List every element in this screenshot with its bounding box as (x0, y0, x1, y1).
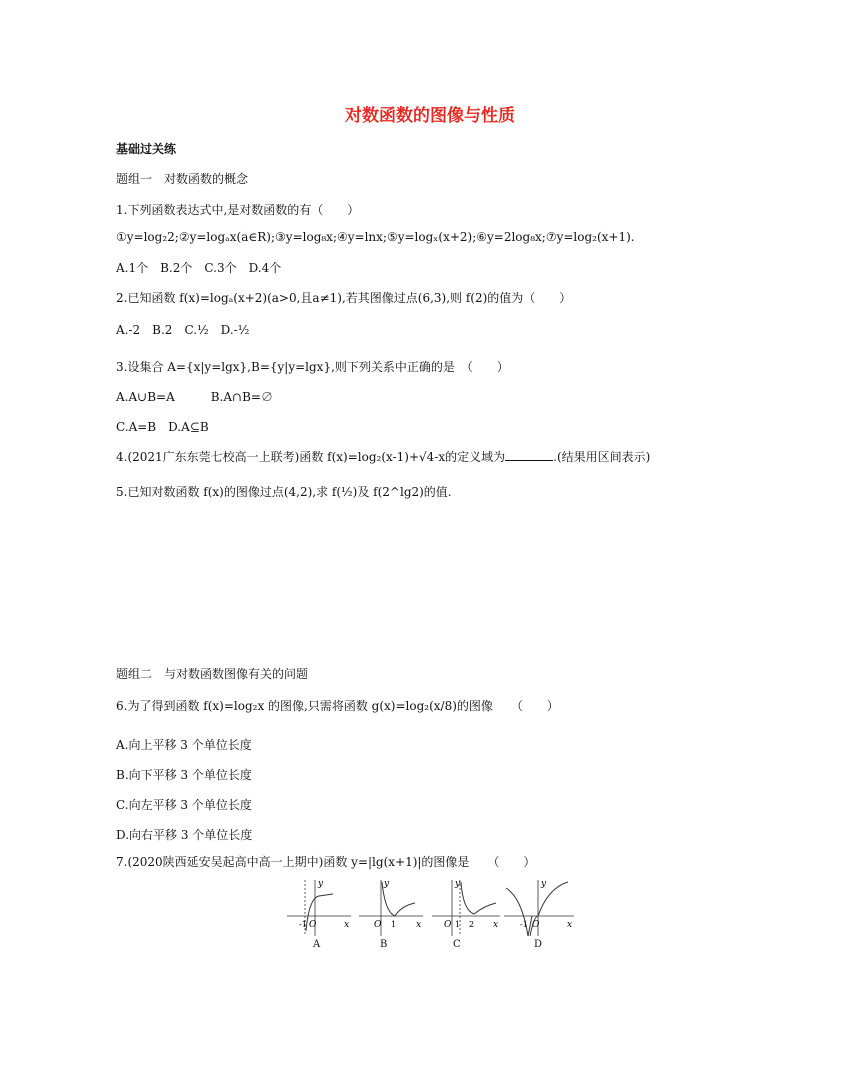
question-1-items: ①y=log₂2;②y=logₐx(a∈R);③y=log₈x;④y=lnx;⑤y=logₓ(x+2);⑥y=2log₈x;⑦y=log₂(x+1). (116, 230, 635, 244)
svg-text:1: 1 (455, 920, 461, 929)
svg-text:x: x (416, 920, 422, 930)
section-heading: 基础过关练 (116, 142, 177, 156)
question-6-option-c: C.向左平移 3 个单位长度 (116, 798, 252, 812)
graph-a[interactable] (285, 876, 353, 938)
graph-label-d: D (534, 939, 543, 950)
svg-text:x: x (344, 920, 350, 930)
question-1-stem: 1.下列函数表达式中,是对数函数的有（ ） (116, 203, 360, 217)
graph-d[interactable] (502, 876, 576, 938)
svg-text:O: O (374, 920, 382, 930)
graph-c[interactable] (430, 876, 502, 938)
svg-text:2: 2 (469, 920, 475, 929)
question-3-stem: 3.设集合 A={x|y=lgx},B={y|y=lgx},则下列关系中正确的是 （ ） (116, 360, 509, 374)
answer-blank[interactable] (505, 450, 553, 461)
svg-text:-1: -1 (520, 920, 528, 929)
question-4-stem-a: 4.(2021广东东莞七校高一上联考)函数 f(x)=log₂(x-1)+√4-x的定义域为 (116, 450, 506, 464)
question-5-stem: 5.已知对数函数 f(x)的图像过点(4,2),求 f(½)及 f(2^lg2)的值. (116, 485, 452, 499)
graph-label-b: B (380, 939, 388, 950)
question-6-option-d: D.向右平移 3 个单位长度 (116, 828, 253, 842)
svg-text:x: x (493, 920, 499, 930)
page-title: 对数函数的图像与性质 (345, 106, 515, 126)
svg-text:y: y (541, 879, 547, 889)
svg-text:y: y (384, 879, 390, 889)
question-6-stem: 6.为了得到函数 f(x)=log₂x 的图像,只需将函数 g(x)=log₂(x/8)的图像 （ ） (116, 699, 559, 713)
graph-label-c: C (453, 939, 461, 950)
question-1-options: A.1个 B.2个 C.3个 D.4个 (116, 261, 282, 275)
svg-text:O: O (309, 920, 317, 930)
question-3-options-cd: C.A=B D.A⊆B (116, 420, 209, 434)
svg-text:-1: -1 (299, 920, 307, 929)
question-6-option-b: B.向下平移 3 个单位长度 (116, 768, 252, 782)
question-2-stem: 2.已知函数 f(x)=logₐ(x+2)(a>0,且a≠1),若其图像过点(6,3),则 f(2)的值为（ ） (116, 291, 572, 305)
question-4-stem-b: .(结果用区间表示) (553, 450, 651, 464)
svg-text:y: y (318, 879, 324, 889)
group-heading-1: 题组一 对数函数的概念 (116, 172, 249, 186)
svg-text:O: O (444, 920, 452, 930)
graph-label-a: A (313, 939, 321, 950)
question-6-option-a: A.向上平移 3 个单位长度 (116, 738, 252, 752)
svg-text:x: x (567, 920, 573, 930)
svg-text:O: O (532, 920, 540, 930)
question-4 (116, 448, 650, 465)
question-7-stem: 7.(2020陕西延安吴起高中高一上期中)函数 y=|lg(x+1)|的图像是 （ ） (116, 855, 536, 869)
question-2-options: A.-2 B.2 C.½ D.-½ (116, 323, 250, 337)
svg-text:y: y (455, 879, 461, 889)
graph-b[interactable] (357, 876, 425, 938)
question-3-options-ab: A.A∪B=A B.A∩B=∅ (116, 390, 273, 404)
svg-text:1: 1 (391, 920, 397, 929)
group-heading-2: 题组二 与对数函数图像有关的问题 (116, 667, 309, 681)
